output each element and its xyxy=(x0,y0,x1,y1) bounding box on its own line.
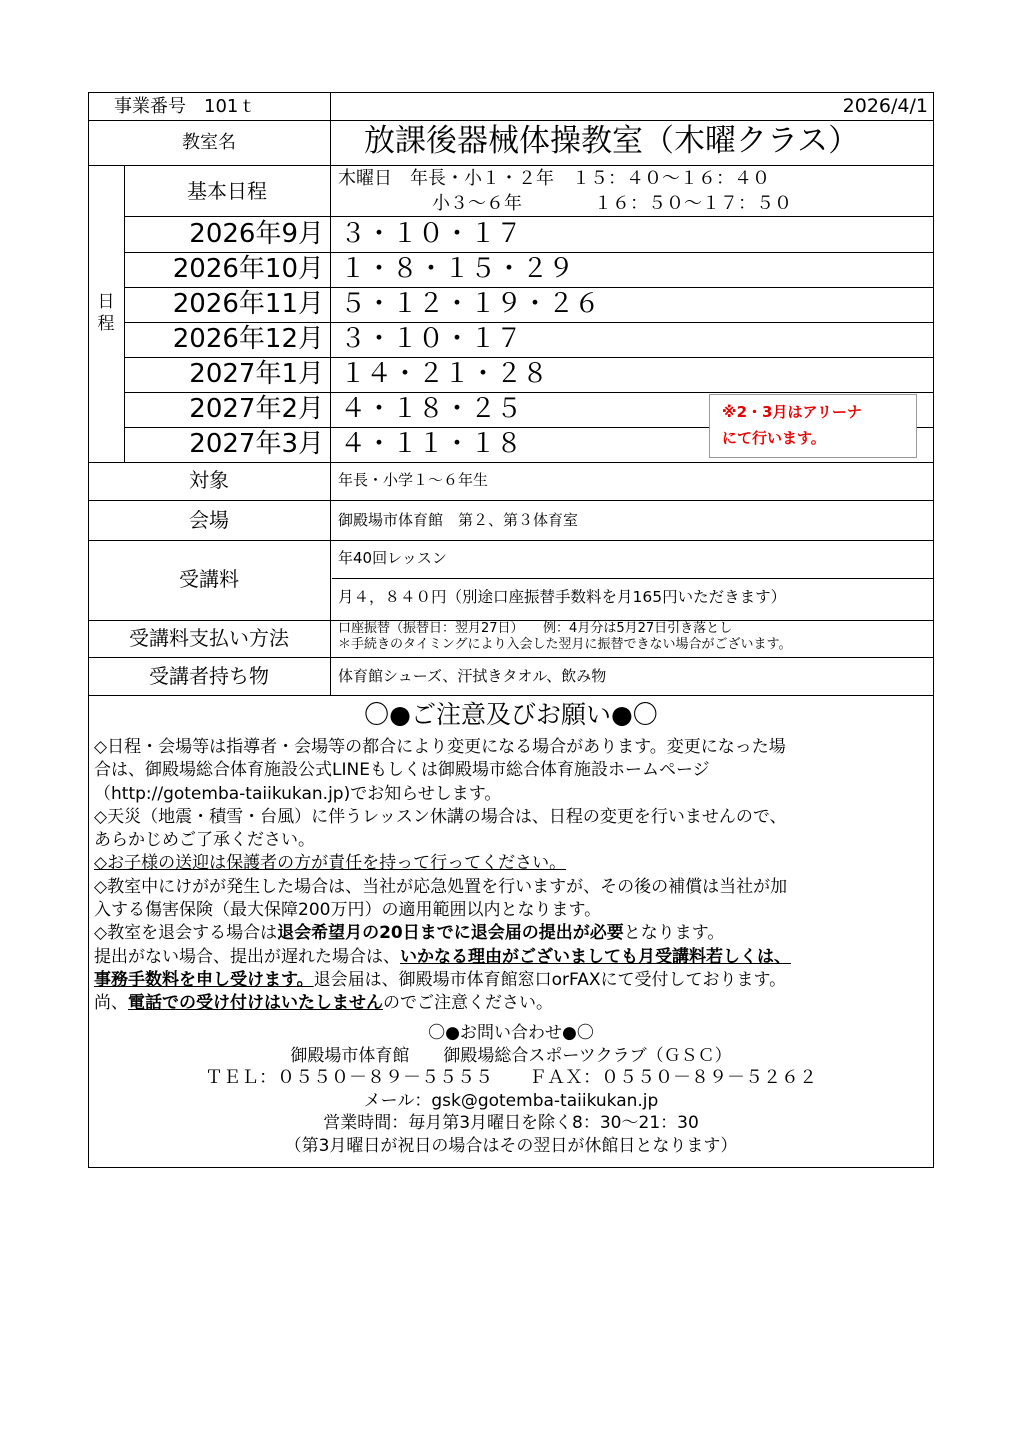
basic-schedule-label: 基本日程 xyxy=(187,179,267,203)
notice-title: 〇●ご注意及びお願い●〇 xyxy=(364,700,658,729)
arena-note-box xyxy=(709,394,917,458)
fee-line1: 年40回レッスン xyxy=(338,549,447,567)
notice-line-underlined: ◇お子様の送迎は保護者の方が責任を持って行ってください。 xyxy=(94,853,567,874)
fee-label: 受講料 xyxy=(179,567,239,591)
contact-orgs: 御殿場市体育館 御殿場総合スポーツクラブ（ＧＳＣ） xyxy=(290,1045,732,1066)
month-label: 2027年3月 xyxy=(189,429,324,459)
payment-label: 受講料支払い方法 xyxy=(129,626,289,650)
venue-value: 御殿場市体育館 第２、第３体育室 xyxy=(338,511,579,529)
notice-line: ◇教室を退会する場合は退会希望月の20日までに退会届の提出が必要となります。 xyxy=(94,923,725,944)
document-date: 2026/4/1 xyxy=(842,95,928,117)
payment-line2: ＊手続きのタイミングにより入会した翌月に振替できない場合がございます。 xyxy=(338,637,792,652)
basic-schedule-line2: 小３～６年 １６：５０～１７：５０ xyxy=(432,193,792,214)
month-days: ３・１０・１７ xyxy=(340,324,523,354)
target-label: 対象 xyxy=(189,468,229,492)
month-label: 2026年10月 xyxy=(172,254,324,284)
business-number: 事業番号 101ｔ xyxy=(114,96,257,117)
contact-holiday: （第3月曜日が祝日の場合はその翌日が休館日となります） xyxy=(284,1135,738,1156)
month-label: 2026年11月 xyxy=(172,289,324,319)
notice-line: ◇天災（地震・積雪・台風）に伴うレッスン休講の場合は、日程の変更を行いませんので、 xyxy=(94,806,787,827)
arena-note-line1: ※2・3月はアリーナ xyxy=(722,403,862,421)
month-days: １・８・１５・２９ xyxy=(340,254,575,284)
notice-line: ◇教室中にけがが発生した場合は、当社が応急処置を行いますが、その後の補償は当社が加 xyxy=(94,876,788,897)
notice-line: （http://gotemba-taiikukan.jp)でお知らせします。 xyxy=(94,783,502,804)
target-value: 年長・小学１～６年生 xyxy=(338,471,489,489)
payment-line1: 口座振替（振替日：翌月27日） 例：4月分は5月27日引き落とし xyxy=(338,621,733,636)
month-days: ４・１８・２５ xyxy=(340,394,523,424)
month-days: １４・２１・２８ xyxy=(340,359,549,389)
notice-line: 入する傷害保険（最大保障200万円）の適用範囲以内となります。 xyxy=(94,900,602,921)
notice-line: 事務手数料を申し受けます。退会届は、御殿場市体育館窓口orFAXにて受付しております。 xyxy=(94,969,787,990)
contact-mail: メール：gsk@gotemba-taiikukan.jp xyxy=(363,1090,659,1111)
arena-note-line2: にて行います。 xyxy=(722,429,826,447)
venue-label: 会場 xyxy=(189,508,229,532)
notice-emphasis: 退会希望月の20日までに退会届の提出が必要 xyxy=(277,923,624,944)
class-name-label: 教室名 xyxy=(182,132,236,153)
month-label: 2026年9月 xyxy=(189,219,324,249)
notice-emphasis: 電話での受け付けはいたしません xyxy=(128,993,383,1014)
month-label: 2027年1月 xyxy=(189,359,324,389)
notice-emphasis: 事務手数料を申し受けます。 xyxy=(94,969,314,990)
contact-title: 〇●お問い合わせ●〇 xyxy=(428,1023,594,1043)
contact-hours: 営業時間：毎月第3月曜日を除く8：30～21：30 xyxy=(323,1113,699,1133)
notice-line: 提出がない場合、提出が遅れた場合は、いかなる理由がございましても月受講料若しくは、 xyxy=(94,946,791,967)
contact-block xyxy=(88,1022,934,1157)
notice-line: 尚、電話での受け付けはいたしませんのでご注意ください。 xyxy=(94,993,553,1014)
notice-line: あらかじめご了承ください。 xyxy=(94,830,315,851)
month-label: 2026年12月 xyxy=(172,324,324,354)
notice-body xyxy=(94,736,928,1016)
contact-tel-fax: ＴＥＬ：０５５０－８９－５５５５ ＦＡＸ：０５５０－８９－５２６２ xyxy=(205,1067,817,1088)
month-days: ３・１０・１７ xyxy=(340,219,523,249)
class-name-value: 放課後器械体操教室（木曜クラス） xyxy=(364,123,860,159)
notice-line: ◇日程・会場等は指導者・会場等の都合により変更になる場合があります。変更になった場 xyxy=(94,737,786,757)
month-label: 2027年2月 xyxy=(189,394,324,424)
belongings-value: 体育館シューズ、汗拭きタオル、飲み物 xyxy=(338,667,607,685)
notice-emphasis: いかなる理由がございましても月受講料若しくは、 xyxy=(400,946,791,967)
month-days: ５・１２・１９・２６ xyxy=(340,289,601,319)
month-days: ４・１１・１８ xyxy=(340,429,523,459)
schedule-side-label-2: 程 xyxy=(97,314,115,334)
schedule-side-label-1: 日 xyxy=(97,292,115,312)
fee-line2: 月４，８４０円（別途口座振替手数料を月165円いただきます） xyxy=(338,588,787,606)
notice-line: 合は、御殿場総合体育施設公式LINEもしくは御殿場市総合体育施設ホームページ xyxy=(94,760,710,781)
belongings-label: 受講者持ち物 xyxy=(149,664,269,688)
basic-schedule-line1: 木曜日 年長・小１・２年 １５：４０～１６：４０ xyxy=(338,168,770,189)
